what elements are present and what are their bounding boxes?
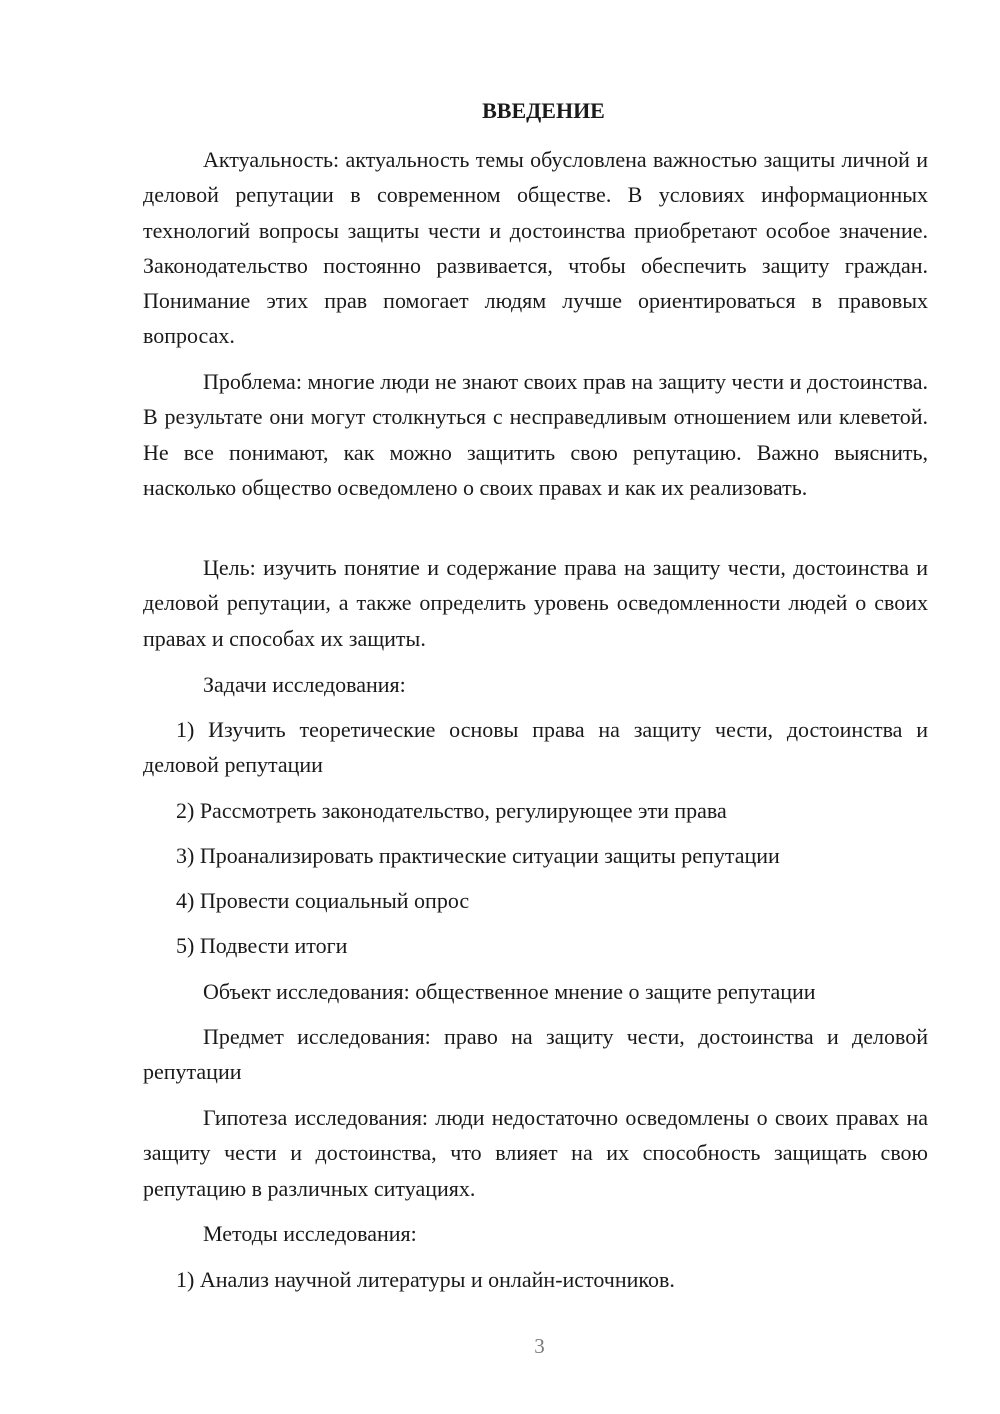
- section-heading-text: ВВЕДЕНИЕ: [482, 98, 605, 123]
- methods-title: Методы исследования:: [203, 1221, 417, 1246]
- object-paragraph: Объект исследования: общественное мнение о защите репутации: [203, 979, 816, 1004]
- task-item-1: 1) Изучить теоретические основы права на защиту чести, достоинства и деловой репутации: [143, 717, 928, 778]
- method-item-1: 1) Анализ научной литературы и онлайн-источников.: [176, 1267, 675, 1292]
- document-page: [143, 0, 928, 1414]
- problem-paragraph: Проблема: многие люди не знают своих прав на защиту чести и достоинства. В результате они могут столкнуться с несправедливым отношением или клеветой. Не все понимают, как можно защитить свою репутацию. Важно выяснить, насколько общество осведомлено о своих правах и как их реализовать.: [143, 369, 928, 500]
- task-item-5: 5) Подвести итоги: [176, 933, 348, 958]
- task-item-4: 4) Провести социальный опрос: [176, 888, 470, 913]
- page-number: [143, 1332, 928, 1360]
- page-number-text: 3: [534, 1334, 545, 1358]
- hypothesis-paragraph: Гипотеза исследования: люди недостаточно осведомлены о своих правах на защиту чести и достоинства, что влияет на их способность защищать свою репутацию в различных ситуациях.: [143, 1105, 928, 1201]
- task-item-2: 2) Рассмотреть законодательство, регулирующее эти права: [176, 798, 727, 823]
- relevance-paragraph: Актуальность: актуальность темы обусловлена важностью защиты личной и деловой репутации в современном обществе. В условиях информационных технологий вопросы защиты чести и достоинства приобретают особое значение. Законодательство постоянно развивается, чтобы обеспечить защиту граждан. Понимание этих прав помогает людям лучше ориентироваться в правовых вопросах.: [143, 147, 928, 349]
- subject-paragraph: Предмет исследования: право на защиту чести, достоинства и деловой репутации: [143, 1024, 928, 1085]
- task-item-3: 3) Проанализировать практические ситуации защиты репутации: [176, 843, 780, 868]
- goal-paragraph: Цель: изучить понятие и содержание права на защиту чести, достоинства и деловой репутации, а также определить уровень осведомленности людей о своих правах и способах их защиты.: [143, 555, 928, 651]
- tasks-title: Задачи исследования:: [203, 672, 406, 697]
- section-heading: [143, 96, 928, 126]
